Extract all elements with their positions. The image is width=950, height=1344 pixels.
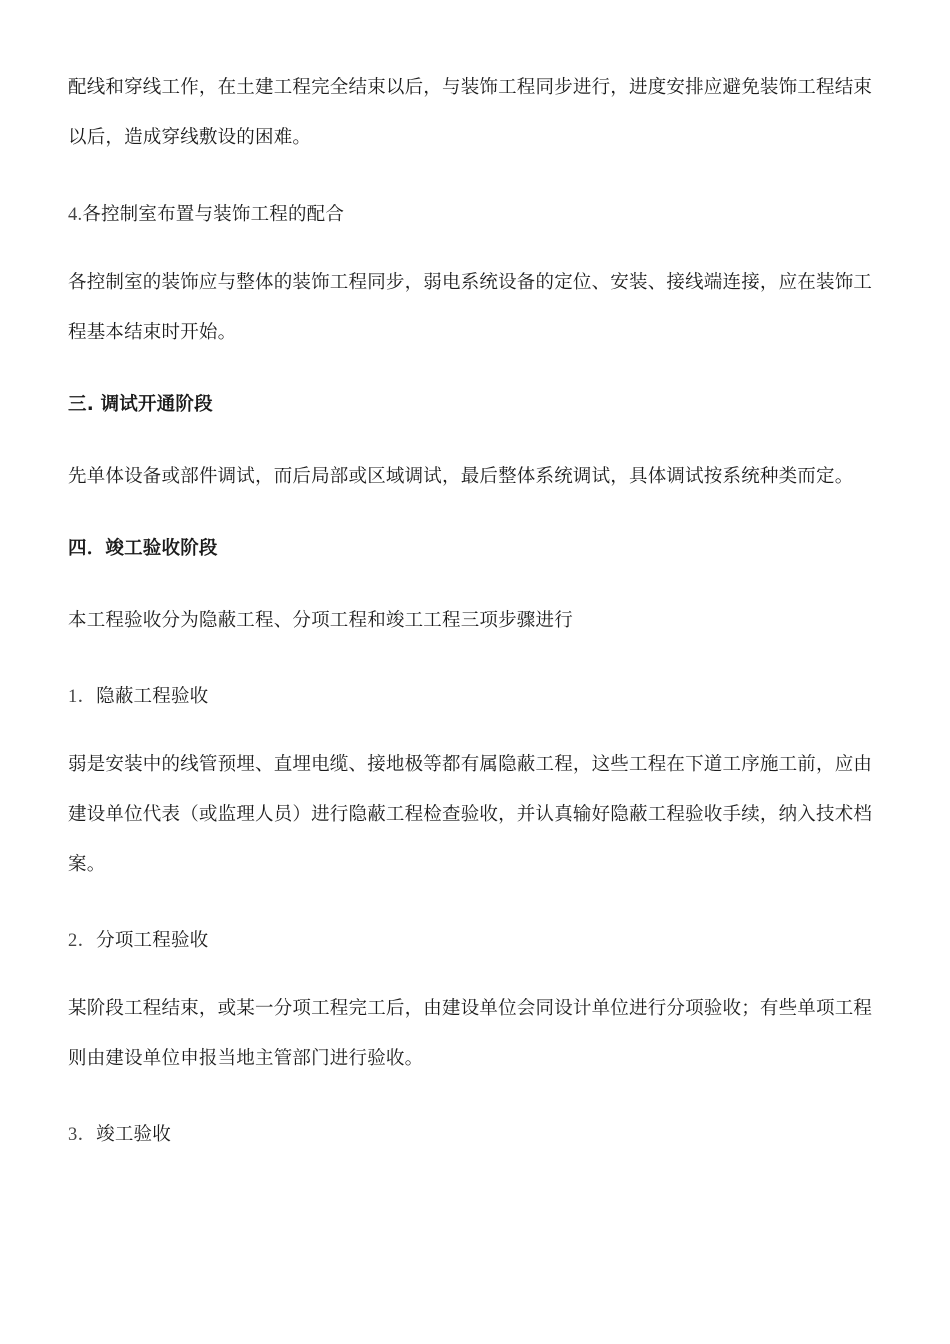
- paragraph-wiring: [68, 63, 886, 163]
- subheading-control-room: [68, 200, 886, 230]
- paragraph-line: 各控制室的装饰应与整体的装饰工程同步，弱电系统设备的定位、安装、接线端连接，应在装饰工: [68, 272, 873, 293]
- subheading-text: 隐蔽工程验收: [96, 686, 209, 707]
- paragraph-line: 配线和穿线工作，在土建工程完全结束以后，与装饰工程同步进行，进度安排应避免装饰工程结束: [68, 77, 873, 98]
- subheading-completion-acceptance: [68, 1120, 886, 1150]
- paragraph-line: 案。: [68, 854, 106, 875]
- paragraph-line: 程基本结束时开始。: [68, 322, 237, 343]
- paragraph-commissioning: 先单体设备或部件调试，而后局部或区域调试，最后整体系统调试，具体调试按系统种类而定。: [68, 466, 854, 487]
- subheading-text: 竣工验收: [96, 1124, 171, 1145]
- subheading-number: 4.: [68, 205, 83, 225]
- paragraph-line: 则由建设单位申报当地主管部门进行验收。: [68, 1048, 424, 1069]
- paragraph-sub-item-acceptance: [68, 984, 886, 1084]
- paragraph-concealed-works: [68, 740, 886, 890]
- subheading-concealed-works: [68, 682, 886, 712]
- subheading-text: 各控制室布置与装饰工程的配合: [82, 204, 345, 225]
- paragraph-line: 某阶段工程结束，或某一分项工程完工后，由建设单位会同设计单位进行分项验收；有些单项工程: [68, 998, 873, 1019]
- subheading-number: 2．: [68, 931, 97, 951]
- section-heading-commissioning: 三. 调试开通阶段: [68, 394, 213, 415]
- section-heading-acceptance: 四．竣工验收阶段: [68, 538, 218, 559]
- paragraph-acceptance-intro: 本工程验收分为隐蔽工程、分项工程和竣工工程三项步骤进行: [68, 610, 573, 631]
- subheading-number: 3．: [68, 1125, 97, 1145]
- subheading-text: 分项工程验收: [96, 930, 209, 951]
- paragraph-control-room: [68, 258, 886, 358]
- subheading-number: 1．: [68, 687, 97, 707]
- paragraph-line: 建设单位代表（或监理人员）进行隐蔽工程检查验收，并认真输好隐蔽工程验收手续，纳入技术档: [68, 804, 873, 825]
- subheading-sub-item-acceptance: [68, 926, 886, 956]
- paragraph-line: 以后，造成穿线敷设的困难。: [68, 127, 312, 148]
- paragraph-line: 弱是安装中的线管预埋、直埋电缆、接地极等都有属隐蔽工程，这些工程在下道工序施工前，应由: [68, 754, 873, 775]
